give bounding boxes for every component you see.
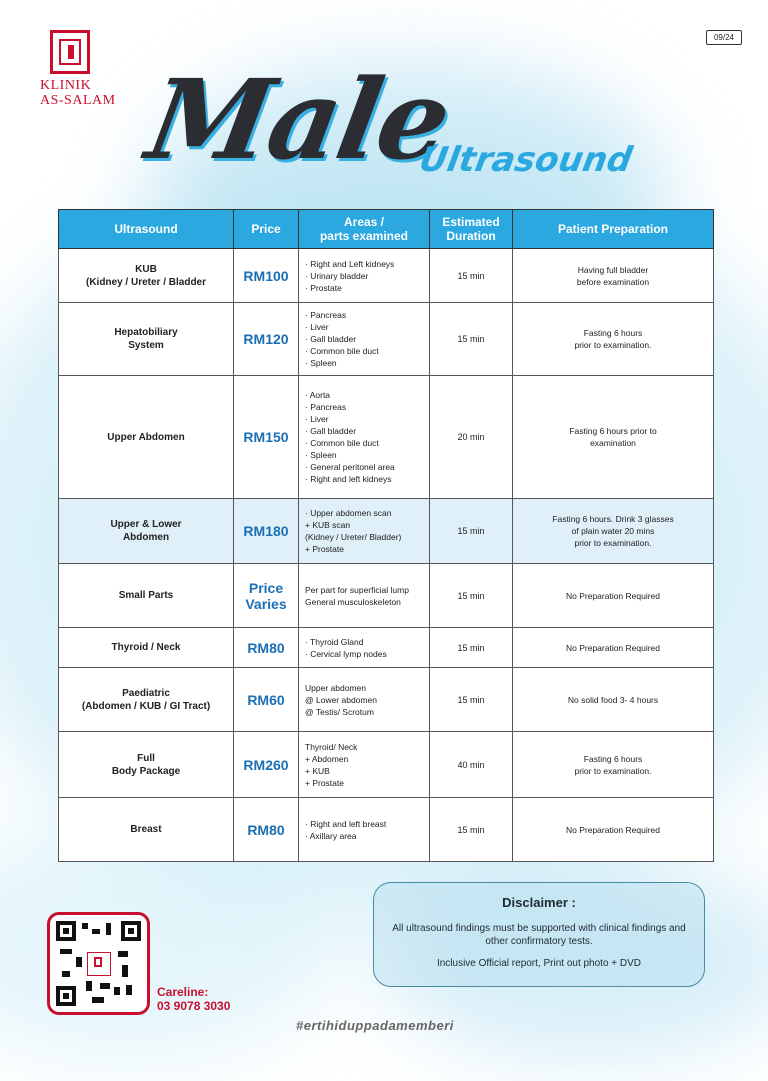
table-row — [59, 732, 714, 798]
service-preparation: No solid food 3- 4 hours — [513, 668, 714, 732]
table-row — [59, 303, 714, 376]
service-duration: 15 min — [430, 303, 513, 376]
qr-code[interactable] — [47, 912, 150, 1015]
table-header-row — [59, 210, 714, 249]
table-row — [59, 249, 714, 303]
service-duration: 15 min — [430, 249, 513, 303]
service-preparation: Fasting 6 hours. Drink 3 glasses of plain water 20 mins prior to examination. — [513, 499, 714, 564]
service-name: KUB (Kidney / Ureter / Bladder — [59, 249, 234, 303]
service-price: RM180 — [234, 499, 299, 564]
header-duration: Estimated Duration — [430, 210, 513, 249]
table-row — [59, 798, 714, 862]
document-code: 09/24 — [706, 30, 742, 45]
careline-number: 03 9078 3030 — [157, 999, 231, 1013]
header-preparation: Patient Preparation — [513, 210, 714, 249]
table-row — [59, 668, 714, 732]
service-preparation: No Preparation Required — [513, 564, 714, 628]
header-areas: Areas / parts examined — [299, 210, 430, 249]
service-duration: 40 min — [430, 732, 513, 798]
clinic-logo-mark-icon — [50, 30, 90, 74]
page-subtitle: Ultrasound — [416, 140, 636, 180]
hashtag: #ertihiduppadamemberi — [296, 1018, 454, 1033]
disclaimer-title: Disclaimer : — [502, 895, 576, 910]
service-name: Small Parts — [59, 564, 234, 628]
table-row — [59, 376, 714, 499]
service-name: Breast — [59, 798, 234, 862]
service-name: Upper & Lower Abdomen — [59, 499, 234, 564]
service-duration: 15 min — [430, 798, 513, 862]
service-areas: Per part for superficial lump General musculoskeleton — [299, 564, 430, 628]
service-price: Price Varies — [234, 564, 299, 628]
service-preparation: Fasting 6 hours prior to examination. — [513, 303, 714, 376]
service-duration: 15 min — [430, 628, 513, 668]
disclaimer-box — [373, 882, 705, 987]
table-row — [59, 499, 714, 564]
service-price: RM260 — [234, 732, 299, 798]
service-name: Full Body Package — [59, 732, 234, 798]
service-price: RM80 — [234, 798, 299, 862]
service-areas: · Aorta · Pancreas · Liver · Gall bladder · Common bile duct · Spleen · General peritonel area · Right and left kidneys — [299, 376, 430, 499]
service-preparation: Fasting 6 hours prior to examination — [513, 376, 714, 499]
clinic-logo-text: KLINIK AS-SALAM — [40, 78, 116, 108]
disclaimer-inclusions: Inclusive Official report, Print out photo + DVD — [436, 958, 642, 969]
service-areas: · Right and Left kidneys · Urinary bladder · Prostate — [299, 249, 430, 303]
service-preparation: No Preparation Required — [513, 798, 714, 862]
careline — [157, 985, 230, 1013]
service-areas: · Right and left breast · Axillary area — [299, 798, 430, 862]
service-name: Paediatric (Abdomen / KUB / GI Tract) — [59, 668, 234, 732]
service-areas: · Pancreas · Liver · Gall bladder · Common bile duct · Spleen — [299, 303, 430, 376]
service-price: RM60 — [234, 668, 299, 732]
service-areas: Thyroid/ Neck + Abdomen + KUB + Prostate — [299, 732, 430, 798]
service-price: RM120 — [234, 303, 299, 376]
service-price: RM100 — [234, 249, 299, 303]
service-price: RM80 — [234, 628, 299, 668]
service-preparation: Having full bladder before examination — [513, 249, 714, 303]
service-preparation: Fasting 6 hours prior to examination. — [513, 732, 714, 798]
service-name: Upper Abdomen — [59, 376, 234, 499]
service-name: Hepatobiliary System — [59, 303, 234, 376]
table-body — [59, 249, 714, 862]
disclaimer-body: All ultrasound findings must be supported with clinical findings and other confirmatory tests. — [392, 923, 686, 947]
service-areas: · Upper abdomen scan + KUB scan (Kidney / Ureter/ Bladder) + Prostate — [299, 499, 430, 564]
table-row — [59, 628, 714, 668]
careline-label: Careline: — [157, 985, 209, 999]
page-title: Male — [138, 55, 459, 184]
service-price: RM150 — [234, 376, 299, 499]
service-areas: · Thyroid Gland · Cervical lymp nodes — [299, 628, 430, 668]
service-duration: 15 min — [430, 668, 513, 732]
qr-logo-icon — [87, 952, 111, 976]
header-ultrasound: Ultrasound — [59, 210, 234, 249]
service-preparation: No Preparation Required — [513, 628, 714, 668]
service-name: Thyroid / Neck — [59, 628, 234, 668]
clinic-logo — [40, 30, 130, 108]
service-areas: Upper abdomen @ Lower abdomen @ Testis/ Scrotum — [299, 668, 430, 732]
service-duration: 15 min — [430, 564, 513, 628]
table-row — [59, 564, 714, 628]
qr-code-icon — [56, 921, 141, 1006]
service-duration: 20 min — [430, 376, 513, 499]
pricing-table — [58, 209, 714, 862]
service-duration: 15 min — [430, 499, 513, 564]
header-price: Price — [234, 210, 299, 249]
